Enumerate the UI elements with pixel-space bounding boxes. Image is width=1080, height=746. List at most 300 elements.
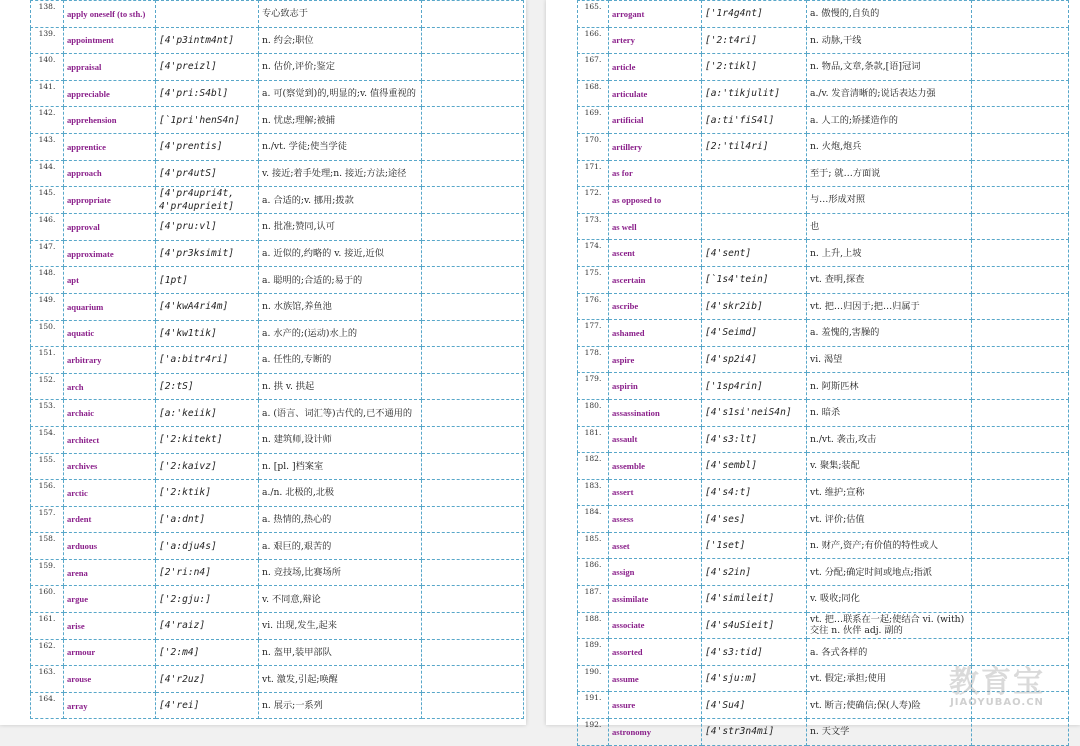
vocab-table-right [577, 0, 1069, 746]
entry-number: 151. [31, 347, 64, 374]
entry-word: arbitrary [64, 347, 156, 374]
entry-word: argue [64, 586, 156, 613]
vocab-row [578, 346, 1069, 373]
entry-meaning: a. 各式各样的 [807, 639, 972, 666]
entry-number: 187. [578, 586, 609, 613]
entry-word: arrogant [609, 1, 702, 28]
entry-phonetic: [a:'tikjulit] [702, 80, 807, 107]
entry-blank-cell [972, 266, 1069, 293]
entry-phonetic: [4'str3n4mi] [702, 719, 807, 746]
vocab-row [31, 453, 524, 480]
entry-number: 185. [578, 532, 609, 559]
entry-blank-cell [972, 293, 1069, 320]
entry-phonetic: ['a:dju4s] [156, 533, 259, 560]
vocab-row [578, 692, 1069, 719]
entry-meaning: 至于; 就…方面说 [807, 160, 972, 187]
entry-word: appropriate [64, 187, 156, 214]
entry-meaning: a. 人工的;矫揉造作的 [807, 107, 972, 134]
entry-number: 189. [578, 639, 609, 666]
entry-number: 182. [578, 453, 609, 480]
vocab-row [31, 506, 524, 533]
entry-phonetic: [`1s4'tein] [702, 266, 807, 293]
entry-number: 148. [31, 267, 64, 294]
entry-number: 159. [31, 559, 64, 586]
entry-phonetic: ['1sp4rin] [702, 373, 807, 400]
entry-meaning: n. 水族馆,养鱼池 [259, 293, 422, 320]
entry-meaning: n. 火炮,炮兵 [807, 133, 972, 160]
entry-blank-cell [422, 160, 524, 187]
entry-blank-cell [972, 373, 1069, 400]
entry-word: as for [609, 160, 702, 187]
entry-meaning: a. 羞愧的,害臊的 [807, 320, 972, 347]
entry-blank-cell [972, 559, 1069, 586]
entry-meaning: a. 聪明的;合适的;易于的 [259, 267, 422, 294]
entry-phonetic: [4'skr2ib] [702, 293, 807, 320]
vocab-row [31, 692, 524, 719]
entry-meaning: n. 批准;赞同,认可 [259, 214, 422, 241]
vocab-row [578, 213, 1069, 240]
vocab-row [578, 612, 1069, 639]
entry-number: 174. [578, 240, 609, 267]
entry-blank-cell [422, 320, 524, 347]
entry-number: 155. [31, 453, 64, 480]
entry-word: assassination [609, 399, 702, 426]
entry-number: 173. [578, 213, 609, 240]
entry-phonetic: ['2:kitekt] [156, 426, 259, 453]
entry-blank-cell [972, 27, 1069, 54]
entry-word: aquarium [64, 293, 156, 320]
entry-word: approximate [64, 240, 156, 267]
entry-meaning: vt. 查明,探查 [807, 266, 972, 293]
entry-blank-cell [972, 107, 1069, 134]
entry-phonetic: ['1r4g4nt] [702, 1, 807, 28]
entry-phonetic: ['a:bitr4ri] [156, 347, 259, 374]
entry-word: assemble [609, 453, 702, 480]
entry-number: 140. [31, 54, 64, 81]
entry-meaning: n. 天文学 [807, 719, 972, 746]
vocab-row [578, 320, 1069, 347]
entry-blank-cell [422, 480, 524, 507]
entry-meaning: v. 聚集;装配 [807, 453, 972, 480]
entry-number: 161. [31, 613, 64, 640]
entry-number: 169. [578, 107, 609, 134]
entry-word: apprehension [64, 107, 156, 134]
entry-phonetic: [4's3:lt] [702, 426, 807, 453]
entry-meaning: n. 财产,资产;有价值的特性或人 [807, 532, 972, 559]
entry-phonetic: [4's4:t] [702, 479, 807, 506]
entry-meaning: a. 合适的;v. 挪用;拨款 [259, 187, 422, 214]
entry-number: 168. [578, 80, 609, 107]
vocab-row [31, 80, 524, 107]
vocab-row [578, 107, 1069, 134]
entry-meaning: vt. 激发,引起;唤醒 [259, 666, 422, 693]
entry-number: 156. [31, 480, 64, 507]
entry-number: 180. [578, 399, 609, 426]
vocab-row [578, 160, 1069, 187]
entry-phonetic: [4's1si'neiS4n] [702, 399, 807, 426]
entry-meaning: n./vt. 学徒;使当学徒 [259, 133, 422, 160]
entry-word: article [609, 54, 702, 81]
entry-phonetic: ['2:gju:] [156, 586, 259, 613]
entry-phonetic [156, 1, 259, 28]
vocab-row [578, 665, 1069, 692]
vocab-row [31, 293, 524, 320]
entry-number: 157. [31, 506, 64, 533]
entry-phonetic: [4'raiz] [156, 613, 259, 640]
entry-meaning: v. 接近;着手处理;n. 接近;方法;途径 [259, 160, 422, 187]
entry-phonetic: [`1pri'henS4n] [156, 107, 259, 134]
entry-number: 166. [578, 27, 609, 54]
entry-blank-cell [972, 213, 1069, 240]
entry-blank-cell [422, 240, 524, 267]
vocab-row [31, 133, 524, 160]
entry-meaning: vi. 渴望 [807, 346, 972, 373]
entry-blank-cell [972, 80, 1069, 107]
entry-phonetic: ['2:t4ri] [702, 27, 807, 54]
entry-meaning: n. 竞技场,比赛场所 [259, 559, 422, 586]
entry-phonetic: [4'rei] [156, 692, 259, 719]
entry-number: 191. [578, 692, 609, 719]
entry-meaning: vt. 评价;估值 [807, 506, 972, 533]
entry-number: 179. [578, 373, 609, 400]
entry-word: approval [64, 214, 156, 241]
entry-meaning: vt. 断言;使确信;保(人寿)险 [807, 692, 972, 719]
entry-blank-cell [422, 426, 524, 453]
entry-meaning: n. 暗杀 [807, 399, 972, 426]
entry-number: 143. [31, 133, 64, 160]
entry-phonetic: [4'sju:m] [702, 665, 807, 692]
vocab-row [578, 54, 1069, 81]
entry-blank-cell [972, 453, 1069, 480]
entry-meaning: v. 吸收;同化 [807, 586, 972, 613]
entry-blank-cell [422, 639, 524, 666]
entry-meaning: a. 水产的;(运动)水上的 [259, 320, 422, 347]
entry-blank-cell [422, 666, 524, 693]
entry-phonetic: ['1set] [702, 532, 807, 559]
entry-meaning: n. 展示;一系列 [259, 692, 422, 719]
entry-phonetic: [4'p3intm4nt] [156, 27, 259, 54]
entry-meaning: a./v. 发音清晰的;说话表达力强 [807, 80, 972, 107]
entry-phonetic [702, 160, 807, 187]
entry-meaning: a. (语言、词汇等)古代的,已不通用的 [259, 400, 422, 427]
vocab-row [31, 160, 524, 187]
entry-phonetic: [4's3:tid] [702, 639, 807, 666]
entry-word: artificial [609, 107, 702, 134]
vocab-row [31, 400, 524, 427]
entry-number: 141. [31, 80, 64, 107]
entry-number: 170. [578, 133, 609, 160]
entry-meaning: n./vt. 袭击,攻击 [807, 426, 972, 453]
entry-blank-cell [972, 692, 1069, 719]
entry-word: as opposed to [609, 187, 702, 214]
entry-meaning: vt. 把…联系在一起;使结合 vi. (with)交往 n. 伙伴 adj. 副的 [807, 612, 972, 639]
entry-blank-cell [972, 399, 1069, 426]
vocab-row [31, 214, 524, 241]
entry-blank-cell [972, 506, 1069, 533]
vocab-row [578, 559, 1069, 586]
entry-phonetic: ['2:ktik] [156, 480, 259, 507]
entry-blank-cell [972, 346, 1069, 373]
vocab-row [578, 80, 1069, 107]
entry-phonetic: [4'kwA4ri4m] [156, 293, 259, 320]
entry-blank-cell [422, 347, 524, 374]
entry-phonetic: [a:ti'fiS4l] [702, 107, 807, 134]
entry-word: apprentice [64, 133, 156, 160]
vocab-row [578, 426, 1069, 453]
entry-blank-cell [422, 533, 524, 560]
vocab-row [31, 347, 524, 374]
entry-blank-cell [422, 187, 524, 214]
entry-word: appraisal [64, 54, 156, 81]
entry-word: armour [64, 639, 156, 666]
vocab-row [578, 133, 1069, 160]
entry-word: architect [64, 426, 156, 453]
vocab-row [578, 399, 1069, 426]
entry-blank-cell [422, 293, 524, 320]
entry-word: articulate [609, 80, 702, 107]
vocab-row [578, 719, 1069, 746]
entry-number: 154. [31, 426, 64, 453]
entry-number: 162. [31, 639, 64, 666]
vocab-row [31, 586, 524, 613]
entry-word: arch [64, 373, 156, 400]
entry-meaning: n. 估价,评价;鉴定 [259, 54, 422, 81]
entry-word: arctic [64, 480, 156, 507]
vocab-row [578, 586, 1069, 613]
entry-meaning: n. 约会;职位 [259, 27, 422, 54]
entry-number: 177. [578, 320, 609, 347]
entry-number: 186. [578, 559, 609, 586]
entry-phonetic: [2'ri:n4] [156, 559, 259, 586]
entry-meaning: n. 动脉,干线 [807, 27, 972, 54]
vocab-row [578, 506, 1069, 533]
entry-word: arise [64, 613, 156, 640]
entry-number: 149. [31, 293, 64, 320]
entry-meaning: n. 建筑师,设计师 [259, 426, 422, 453]
entry-word: artery [609, 27, 702, 54]
entry-word: ashamed [609, 320, 702, 347]
entry-word: assert [609, 479, 702, 506]
entry-number: 183. [578, 479, 609, 506]
vocab-row [578, 639, 1069, 666]
entry-word: arouse [64, 666, 156, 693]
entry-meaning: vt. 维护;宣称 [807, 479, 972, 506]
entry-word: aspirin [609, 373, 702, 400]
vocab-row [31, 54, 524, 81]
entry-word: arena [64, 559, 156, 586]
entry-word: aspire [609, 346, 702, 373]
entry-number: 152. [31, 373, 64, 400]
entry-number: 188. [578, 612, 609, 639]
entry-phonetic: [4's2in] [702, 559, 807, 586]
entry-word: appointment [64, 27, 156, 54]
entry-number: 192. [578, 719, 609, 746]
entry-blank-cell [422, 133, 524, 160]
vocab-row [578, 532, 1069, 559]
entry-word: array [64, 692, 156, 719]
entry-blank-cell [972, 479, 1069, 506]
entry-blank-cell [972, 426, 1069, 453]
entry-meaning: n. [pl. ]档案室 [259, 453, 422, 480]
entry-word: assorted [609, 639, 702, 666]
entry-blank-cell [422, 506, 524, 533]
entry-meaning: vt. 分配;确定时间或地点;指派 [807, 559, 972, 586]
entry-phonetic [702, 213, 807, 240]
entry-blank-cell [422, 453, 524, 480]
entry-number: 176. [578, 293, 609, 320]
entry-word: aquatic [64, 320, 156, 347]
entry-number: 164. [31, 692, 64, 719]
entry-phonetic: [4's4uSieit] [702, 612, 807, 639]
entry-phonetic: [2:tS] [156, 373, 259, 400]
entry-phonetic: ['2:kaivz] [156, 453, 259, 480]
entry-word: appreciable [64, 80, 156, 107]
vocab-row [578, 373, 1069, 400]
vocab-row [31, 559, 524, 586]
entry-number: 178. [578, 346, 609, 373]
entry-phonetic: [4'sp2i4] [702, 346, 807, 373]
entry-meaning: n. 物品,文章,条款,[语]冠词 [807, 54, 972, 81]
watermark-text-cn: 教育宝 [949, 665, 1045, 700]
entry-blank-cell [972, 639, 1069, 666]
entry-number: 181. [578, 426, 609, 453]
entry-number: 153. [31, 400, 64, 427]
entry-word: arduous [64, 533, 156, 560]
vocab-row [31, 373, 524, 400]
entry-phonetic: [1pt] [156, 267, 259, 294]
entry-word: ascent [609, 240, 702, 267]
entry-blank-cell [422, 586, 524, 613]
entry-blank-cell [422, 613, 524, 640]
entry-meaning: n. 忧虑;理解;被捕 [259, 107, 422, 134]
entry-word: assault [609, 426, 702, 453]
entry-blank-cell [422, 107, 524, 134]
entry-number: 165. [578, 1, 609, 28]
entry-word: artillery [609, 133, 702, 160]
entry-word: archives [64, 453, 156, 480]
vocab-row [31, 426, 524, 453]
entry-word: apt [64, 267, 156, 294]
entry-number: 160. [31, 586, 64, 613]
entry-meaning: a./n. 北极的,北极 [259, 480, 422, 507]
entry-meaning: v. 不同意,辩论 [259, 586, 422, 613]
entry-meaning: 也 [807, 213, 972, 240]
entry-word: ascertain [609, 266, 702, 293]
entry-blank-cell [422, 80, 524, 107]
vocab-table-left [30, 0, 524, 719]
entry-word: associate [609, 612, 702, 639]
entry-meaning: a. 可(察觉到)的,明显的;v. 值得重视的 [259, 80, 422, 107]
vocab-row [31, 187, 524, 214]
entry-meaning: n. 上升,上坡 [807, 240, 972, 267]
entry-phonetic: [2:'til4ri] [702, 133, 807, 160]
vocab-row [578, 27, 1069, 54]
vocab-row [578, 266, 1069, 293]
vocab-row [31, 613, 524, 640]
entry-number: 142. [31, 107, 64, 134]
entry-number: 158. [31, 533, 64, 560]
left-page [0, 0, 526, 725]
entry-blank-cell [422, 373, 524, 400]
entry-phonetic: [4'Su4] [702, 692, 807, 719]
vocab-row [31, 107, 524, 134]
entry-meaning: n. 阿斯匹林 [807, 373, 972, 400]
entry-blank-cell [422, 692, 524, 719]
entry-phonetic: [4'preizl] [156, 54, 259, 81]
vocab-row [578, 187, 1069, 214]
entry-meaning: a. 艰巨的,艰苦的 [259, 533, 422, 560]
entry-word: ardent [64, 506, 156, 533]
entry-phonetic: [4'pr4utS] [156, 160, 259, 187]
entry-blank-cell [972, 612, 1069, 639]
entry-phonetic: ['2:m4] [156, 639, 259, 666]
vocab-row [578, 479, 1069, 506]
entry-blank-cell [972, 719, 1069, 746]
entry-phonetic: ['2:tikl] [702, 54, 807, 81]
entry-meaning: 专心致志于 [259, 1, 422, 28]
entry-word: astronomy [609, 719, 702, 746]
entry-number: 163. [31, 666, 64, 693]
vocab-row [578, 1, 1069, 28]
entry-word: asset [609, 532, 702, 559]
entry-phonetic: [4'r2uz] [156, 666, 259, 693]
entry-word: assure [609, 692, 702, 719]
entry-meaning: a. 近似的,约略的 v. 接近,近似 [259, 240, 422, 267]
entry-number: 190. [578, 665, 609, 692]
entry-number: 167. [578, 54, 609, 81]
entry-blank-cell [972, 1, 1069, 28]
entry-number: 150. [31, 320, 64, 347]
vocab-row [578, 453, 1069, 480]
watermark-text-en: JIAOYUBAO.CN [950, 697, 1044, 708]
entry-number: 139. [31, 27, 64, 54]
entry-number: 175. [578, 266, 609, 293]
vocab-row [31, 666, 524, 693]
entry-number: 172. [578, 187, 609, 214]
vocab-row [578, 293, 1069, 320]
entry-blank-cell [972, 187, 1069, 214]
entry-phonetic: [4'ses] [702, 506, 807, 533]
entry-number: 146. [31, 214, 64, 241]
entry-number: 144. [31, 160, 64, 187]
entry-meaning: n. 盔甲,装甲部队 [259, 639, 422, 666]
entry-phonetic: [4'pru:vl] [156, 214, 259, 241]
entry-number: 147. [31, 240, 64, 267]
entry-word: archaic [64, 400, 156, 427]
vocab-row [31, 240, 524, 267]
entry-phonetic: [4'sent] [702, 240, 807, 267]
entry-word: apply oneself (to sth.) [64, 1, 156, 28]
entry-blank-cell [972, 240, 1069, 267]
entry-phonetic: [4'kw1tik] [156, 320, 259, 347]
entry-word: assume [609, 665, 702, 692]
entry-number: 138. [31, 1, 64, 28]
vocab-row [31, 1, 524, 28]
entry-blank-cell [972, 54, 1069, 81]
entry-word: approach [64, 160, 156, 187]
vocab-row [31, 533, 524, 560]
entry-meaning: vi. 出现,发生,起来 [259, 613, 422, 640]
entry-blank-cell [422, 400, 524, 427]
entry-blank-cell [972, 532, 1069, 559]
entry-phonetic: [4'sembl] [702, 453, 807, 480]
entry-meaning: n. 拱 v. 拱起 [259, 373, 422, 400]
entry-phonetic: [a:'keiik] [156, 400, 259, 427]
entry-meaning: a. 傲慢的,自负的 [807, 1, 972, 28]
vocab-row [31, 267, 524, 294]
entry-blank-cell [422, 54, 524, 81]
entry-phonetic: [4'Seimd] [702, 320, 807, 347]
